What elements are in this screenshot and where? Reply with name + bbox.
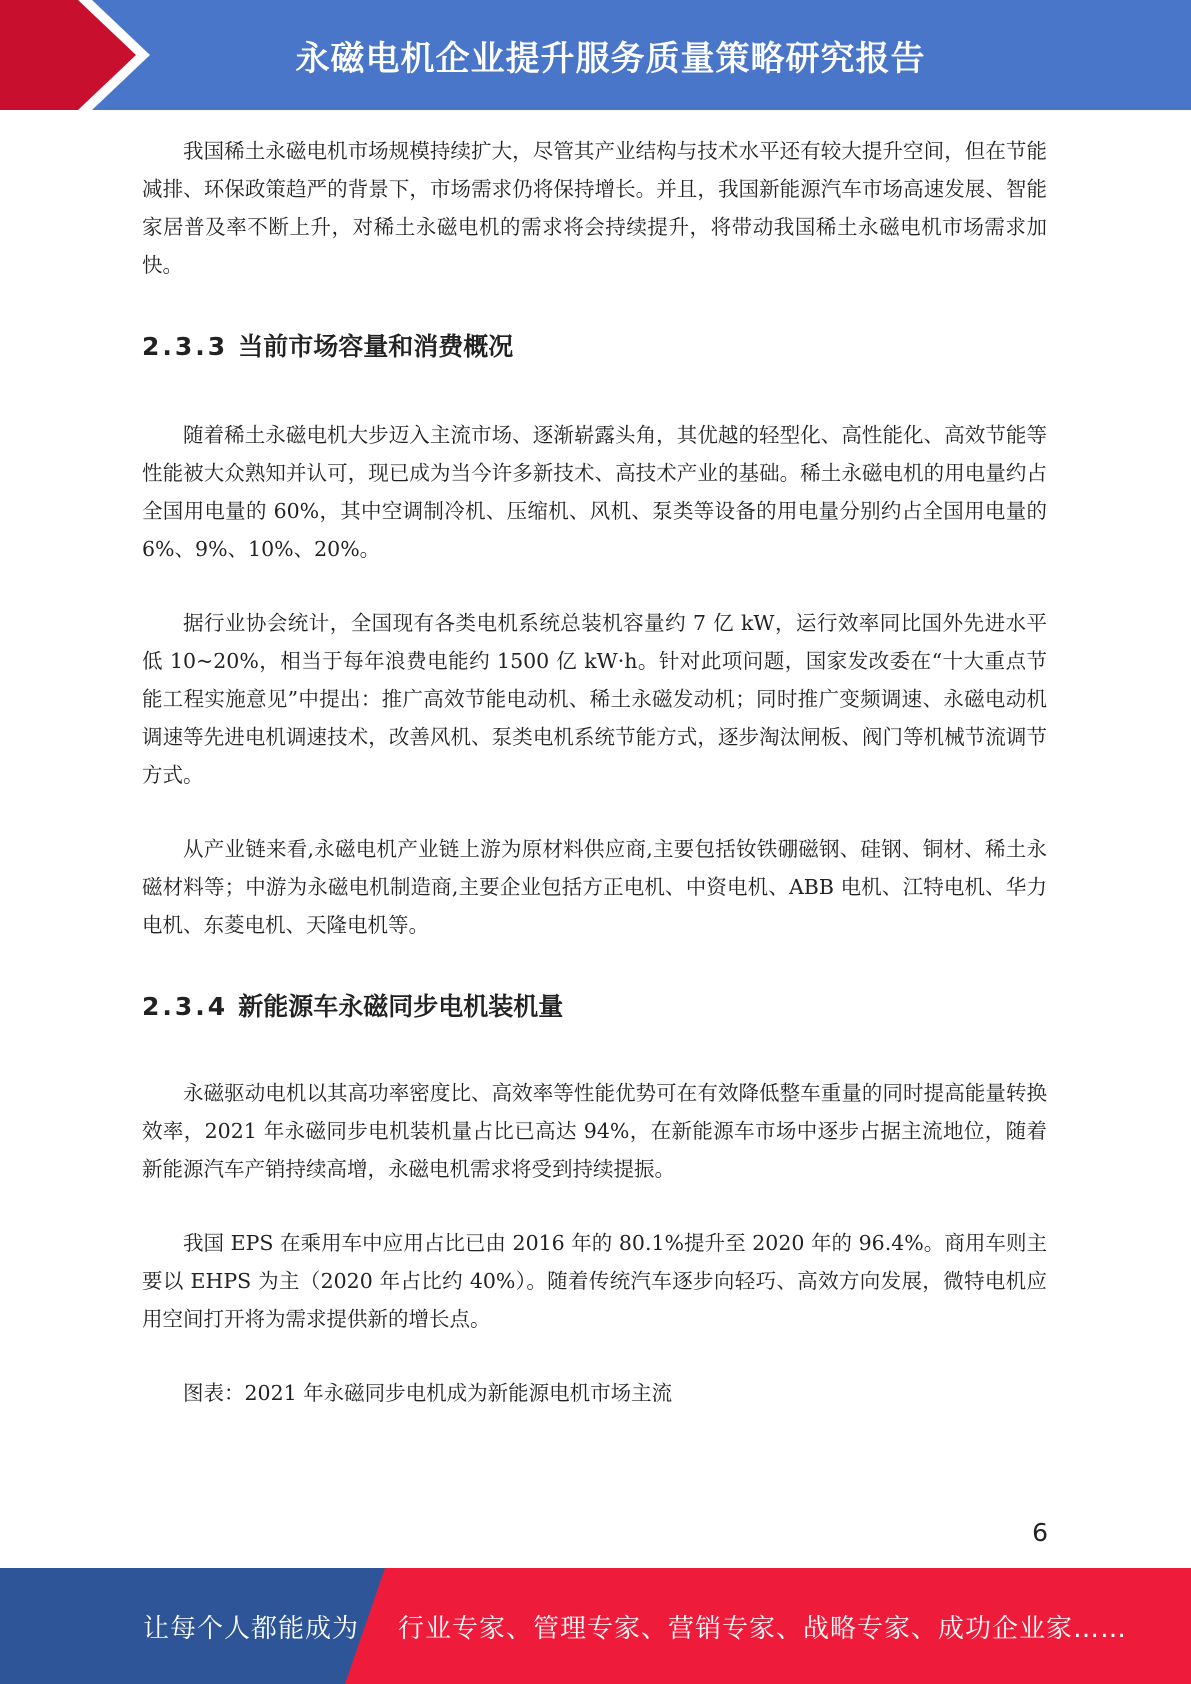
footer-banner [0,1568,1191,1684]
paragraph-industry-statistics: 据行业协会统计，全国现有各类电机系统总装机容量约 7 亿 kW，运行效率同比国外先进水平低 10~20%，相当于每年浪费电能约 1500 亿 kW·h。针对此项问题，国家发改委在“十大重点节能工程实施意见”中提出：推广高效节能电动机、稀土永磁发动机；同时推广变频调速、永磁电动机调速等先进电机调速技术，改善风机、泵类电机系统节能方式，逐步淘汰闸板、阀门等机械节流调节方式。 [142,611,1047,787]
section-number: 2.3.4 [142,992,229,1021]
section-number: 2.3.3 [142,332,229,361]
footer-slogan-left: 让每个人都能成为 [143,1613,360,1644]
paragraph-market-capacity: 随着稀土永磁电机大步迈入主流市场、逐渐崭露头角，其优越的轻型化、高性能化、高效节能等性能被大众熟知并认可，现已成为当今许多新技术、高技术产业的基础。稀土永磁电机的用电量约占全国用电量的 60%，其中空调制冷机、压缩机、风机、泵类等设备的用电量分别约占全国用电量的 6%、9%、10%、20%。 [142,423,1047,561]
paragraph-pm-motor-adoption: 永磁驱动电机以其高功率密度比、高效率等性能优势可在有效降低整车重量的同时提高能量转换效率，2021 年永磁同步电机装机量占比已高达 94%，在新能源车市场中逐步占据主流地位，随着新能源汽车产销持续高增，永磁电机需求将受到持续提振。 [142,1081,1047,1181]
section-title: 新能源车永磁同步电机装机量 [238,992,564,1021]
section-heading-2-3-3 [142,328,1047,366]
report-title: 永磁电机企业提升服务质量策略研究报告 [295,38,926,79]
page-number: 6 [1032,1518,1048,1547]
section-title: 当前市场容量和消费概况 [238,332,514,361]
figure-caption: 图表：2021 年永磁同步电机成为新能源电机市场主流 [183,1381,673,1405]
paragraph-industry-chain: 从产业链来看,永磁电机产业链上游为原材料供应商,主要包括钕铁硼磁钢、硅钢、铜材、稀土永磁材料等；中游为永磁电机制造商,主要企业包括方正电机、中资电机、ABB 电机、江特电机、华力电机、东菱电机、天隆电机等。 [142,837,1047,937]
paragraph-eps-usage: 我国 EPS 在乘用车中应用占比已由 2016 年的 80.1%提升至 2020 年的 96.4%。商用车则主要以 EHPS 为主（2020 年占比约 40%）。随着传统汽车逐步向轻巧、高效方向发展，微特电机应用空间打开将为需求提供新的增长点。 [142,1231,1047,1331]
footer-slogan-right: 行业专家、管理专家、营销专家、战略专家、成功企业家…… [398,1613,1128,1644]
page-content [142,132,1047,1412]
section-heading-2-3-4 [142,988,1047,1026]
paragraph-market-scale: 我国稀土永磁电机市场规模持续扩大，尽管其产业结构与技术水平还有较大提升空间，但在节能减排、环保政策趋严的背景下，市场需求仍将保持增长。并且，我国新能源汽车市场高速发展、智能家居普及率不断上升，对稀土永磁电机的需求将会持续提升，将带动我国稀土永磁电机市场需求加快。 [142,139,1047,277]
header-banner [0,0,1191,110]
